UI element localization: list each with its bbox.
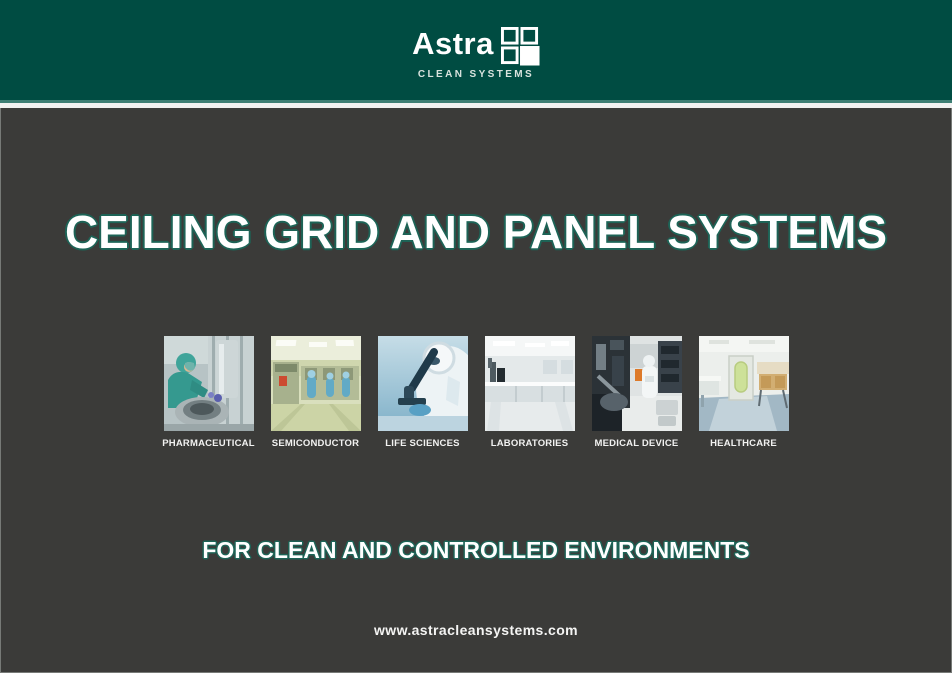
sector-card-semiconductor [271,336,361,449]
sector-card-laboratories [485,336,575,449]
sector-thumbnails-row [0,336,952,449]
sector-card-medical-device [592,336,682,449]
sector-label: LIFE SCIENCES [385,438,460,449]
medical-device-manufacturing-photo [592,336,682,431]
sector-label: SEMICONDUCTOR [271,438,360,449]
life-sciences-microscope-photo [378,336,468,431]
header-band [0,0,952,100]
healthcare-cleanroom-photo [699,336,789,431]
sector-card-life-sciences [378,336,468,449]
sector-label: HEALTHCARE [710,438,777,449]
semiconductor-fab-photo [271,336,361,431]
pharmaceutical-cleanroom-photo [164,336,254,431]
sector-label: LABORATORIES [490,438,569,449]
sector-card-healthcare [699,336,789,449]
sector-card-pharmaceutical [164,336,254,449]
window-grid-icon [501,27,540,66]
sector-label: MEDICAL DEVICE [594,438,679,449]
brand-logo [412,26,540,80]
brand-tagline: CLEAN SYSTEMS [417,69,535,80]
header-separator-white [0,103,952,108]
page-subtitle: FOR CLEAN AND CONTROLLED ENVIRONMENTS [202,537,750,563]
page-title: CEILING GRID AND PANEL SYSTEMS [64,206,888,258]
brand-name: Astra [412,26,494,61]
sector-label: PHARMACEUTICAL [162,438,255,449]
website-link[interactable]: www.astracleansystems.com [373,622,579,638]
laboratory-interior-photo [485,336,575,431]
